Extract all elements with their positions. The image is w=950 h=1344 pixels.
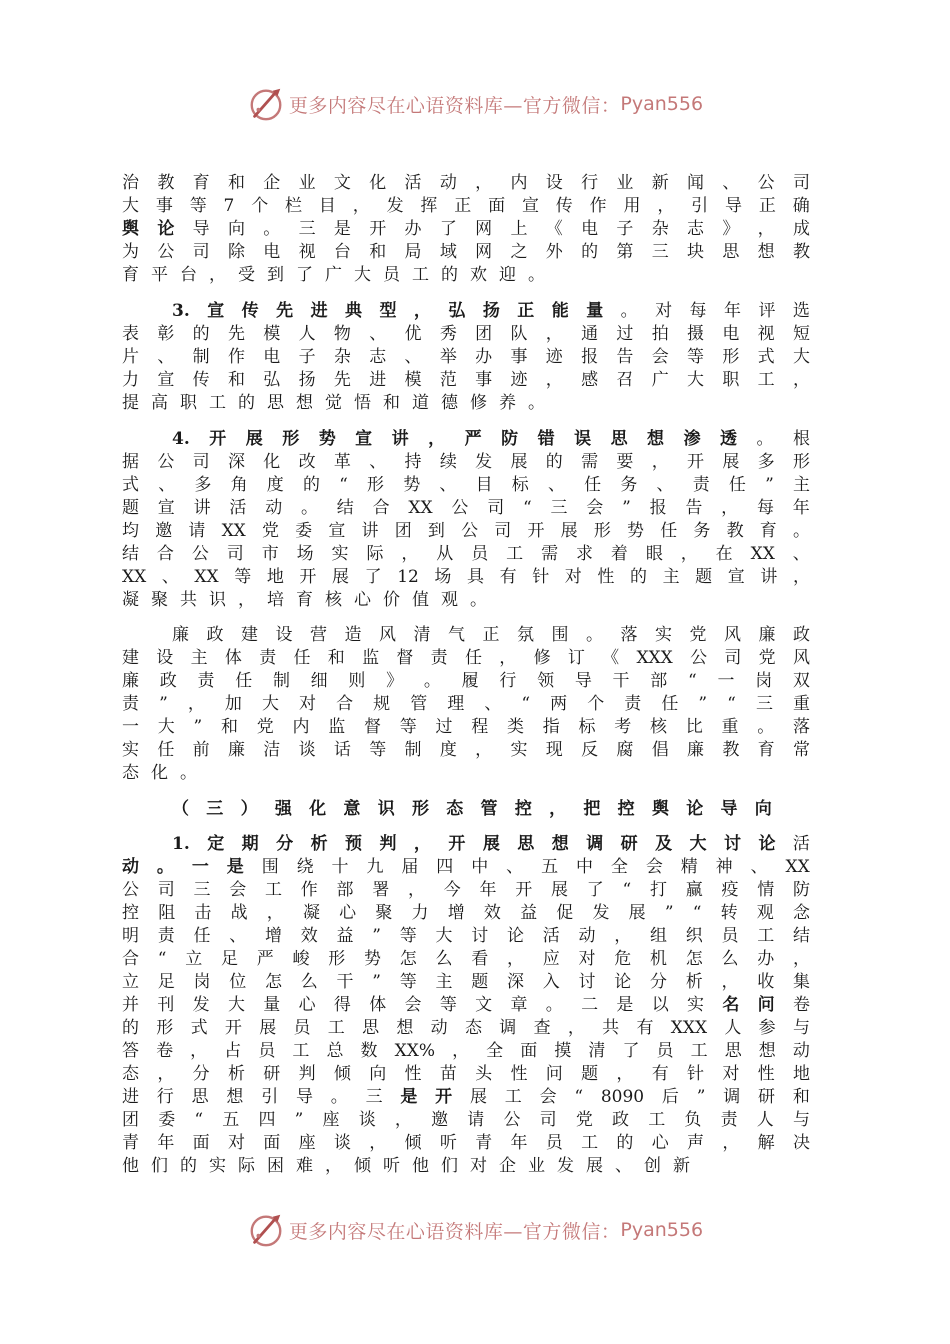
text-line: 1. 定 期 分 析 预 判 ， 开 展 思 想 调 研 及 大 讨 论 活	[172, 834, 810, 854]
text-line: 控 阻 击 战 ， 凝 心 聚 力 增 效 益 促 发 展 ” “ 转 观 念	[122, 903, 810, 923]
text-line: 态 化 。	[122, 763, 197, 783]
watermark-text: 更多内容尽在心语资料库—官方微信：	[288, 94, 621, 117]
text-line: 答 卷 ， 占 员 工 总 数 XX% ， 全 面 摸 清 了 员 工 思 想 动	[122, 1041, 810, 1061]
text-line: 责 ” ， 加 大 对 合 规 管 理 、 “ 两 个 责 任 ” “ 三 重	[122, 694, 810, 714]
wechat-id: Pyan556	[620, 1219, 704, 1241]
text-line: 廉 政 建 设 营 造 风 清 气 正 氛 围 。 落 实 党 风 廉 政	[172, 625, 810, 645]
text-line: 据 公 司 深 化 改 革 、 持 续 发 展 的 需 要 ， 开 展 多 形	[122, 452, 810, 472]
text-line: 舆 论 导 向 。 三 是 开 办 了 网 上 《 电 子 杂 志 》 ， 成	[122, 219, 810, 239]
text-line: 建 设 主 体 责 任 和 监 督 责 任 ， 修 订 《 XXX 公 司 党 风	[122, 648, 810, 668]
text-line: 表 彰 的 先 模 人 物 、 优 秀 团 队 ， 通 过 拍 摄 电 视 短	[122, 324, 810, 344]
text-line: 凝 聚 共 识 ， 培 育 核 心 价 值 观 。	[122, 590, 487, 610]
text-line: 力 宣 传 和 弘 扬 先 进 模 范 事 迹 ， 感 召 广 大 职 工 ，	[122, 370, 810, 390]
text-line: 他 们 的 实 际 困 难 ， 倾 听 他 们 对 企 业 发 展 、 创 新	[122, 1156, 690, 1176]
text-line: 态 ， 分 析 研 判 倾 向 性 苗 头 性 问 题 ， 有 针 对 性 地	[122, 1064, 810, 1084]
text-line: 为 公 司 除 电 视 台 和 局 域 网 之 外 的 第 三 块 思 想 教	[122, 242, 810, 262]
text-line: 动 。 一 是 围 绕 十 九 届 四 中 、 五 中 全 会 精 神 、 XX	[122, 857, 810, 877]
text-line: 廉 政 责 任 制 细 则 》 。 履 行 领 导 干 部 “ 一 岗 双	[122, 671, 810, 691]
text-line: 合 “ 立 足 严 峻 形 势 怎 么 看 ， 应 对 危 机 怎 么 办 ，	[122, 949, 810, 969]
text-line: 式 、 多 角 度 的 “ 形 势 、 目 标 、 任 务 、 责 任 ” 主	[122, 475, 810, 495]
text-line: 4. 开 展 形 势 宣 讲 ， 严 防 错 误 思 想 渗 透 。 根	[172, 429, 810, 449]
section-heading: （ 三 ） 强 化 意 识 形 态 管 控 ， 把 控 舆 论 导 向	[172, 799, 772, 819]
text-line: 结 合 公 司 市 场 实 际 ， 从 员 工 需 求 着 眼 ， 在 XX 、	[122, 544, 810, 564]
text-line: 青 年 面 对 面 座 谈 ， 倾 听 青 年 员 工 的 心 声 ， 解 决	[122, 1133, 810, 1153]
text-line: 的 形 式 开 展 员 工 思 想 动 态 调 查 ， 共 有 XXX 人 参 与	[122, 1018, 810, 1038]
text-line: 进 行 思 想 引 导 。 三 是 开 展 工 会 “ 8090 后 ” 调 研 和	[122, 1087, 810, 1107]
text-line: 均 邀 请 XX 党 委 宣 讲 团 到 公 司 开 展 形 势 任 务 教 育 。	[122, 521, 810, 541]
text-line: 育 平 台 ， 受 到 了 广 大 员 工 的 欢 迎 。	[122, 265, 545, 285]
text-line: 团 委 “ 五 四 ” 座 谈 ， 邀 请 公 司 党 政 工 负 责 人 与	[122, 1110, 810, 1130]
text-line: 提 高 职 工 的 思 想 觉 悟 和 道 德 修 养 。	[122, 393, 545, 413]
text-line: 题 宣 讲 活 动 。 结 合 XX 公 司 “ 三 会 ” 报 告 ， 每 年	[122, 498, 810, 518]
text-line: 治 教 育 和 企 业 文 化 活 动 ， 内 设 行 业 新 闻 、 公 司	[122, 173, 810, 193]
text-line: 一 大 ” 和 党 内 监 督 等 过 程 类 指 标 考 核 比 重 。 落	[122, 717, 810, 737]
text-line: 大 事 等 7 个 栏 目 ， 发 挥 正 面 宣 传 作 用 ， 引 导 正 确	[122, 196, 810, 216]
pen-seal-logo-icon	[247, 85, 285, 123]
text-line: 立 足 岗 位 怎 么 干 ” 等 主 题 深 入 讨 论 分 析 ， 收 集	[122, 972, 810, 992]
watermark-text: 更多内容尽在心语资料库—官方微信：	[288, 1220, 621, 1243]
pen-seal-logo-icon	[247, 1211, 285, 1249]
text-line: 3. 宣 传 先 进 典 型 ， 弘 扬 正 能 量 。 对 每 年 评 选	[172, 301, 810, 321]
text-line: 实 任 前 廉 洁 谈 话 等 制 度 ， 实 现 反 腐 倡 廉 教 育 常	[122, 740, 810, 760]
text-line: 并 刊 发 大 量 心 得 体 会 等 文 章 。 二 是 以 实 名 问 卷	[122, 995, 810, 1015]
text-line: 明 责 任 、 增 效 益 ” 等 大 讨 论 活 动 ， 组 织 员 工 结	[122, 926, 810, 946]
wechat-id: Pyan556	[620, 93, 704, 115]
watermark-banner-top	[0, 82, 950, 126]
text-line: XX 、 XX 等 地 开 展 了 12 场 具 有 针 对 性 的 主 题 宣 讲 ，	[122, 567, 810, 587]
text-line: 公 司 三 会 工 作 部 署 ， 今 年 开 展 了 “ 打 赢 疫 情 防	[122, 880, 810, 900]
watermark-banner-bottom	[0, 1208, 950, 1252]
text-line: 片 、 制 作 电 子 杂 志 、 举 办 事 迹 报 告 会 等 形 式 大	[122, 347, 810, 367]
